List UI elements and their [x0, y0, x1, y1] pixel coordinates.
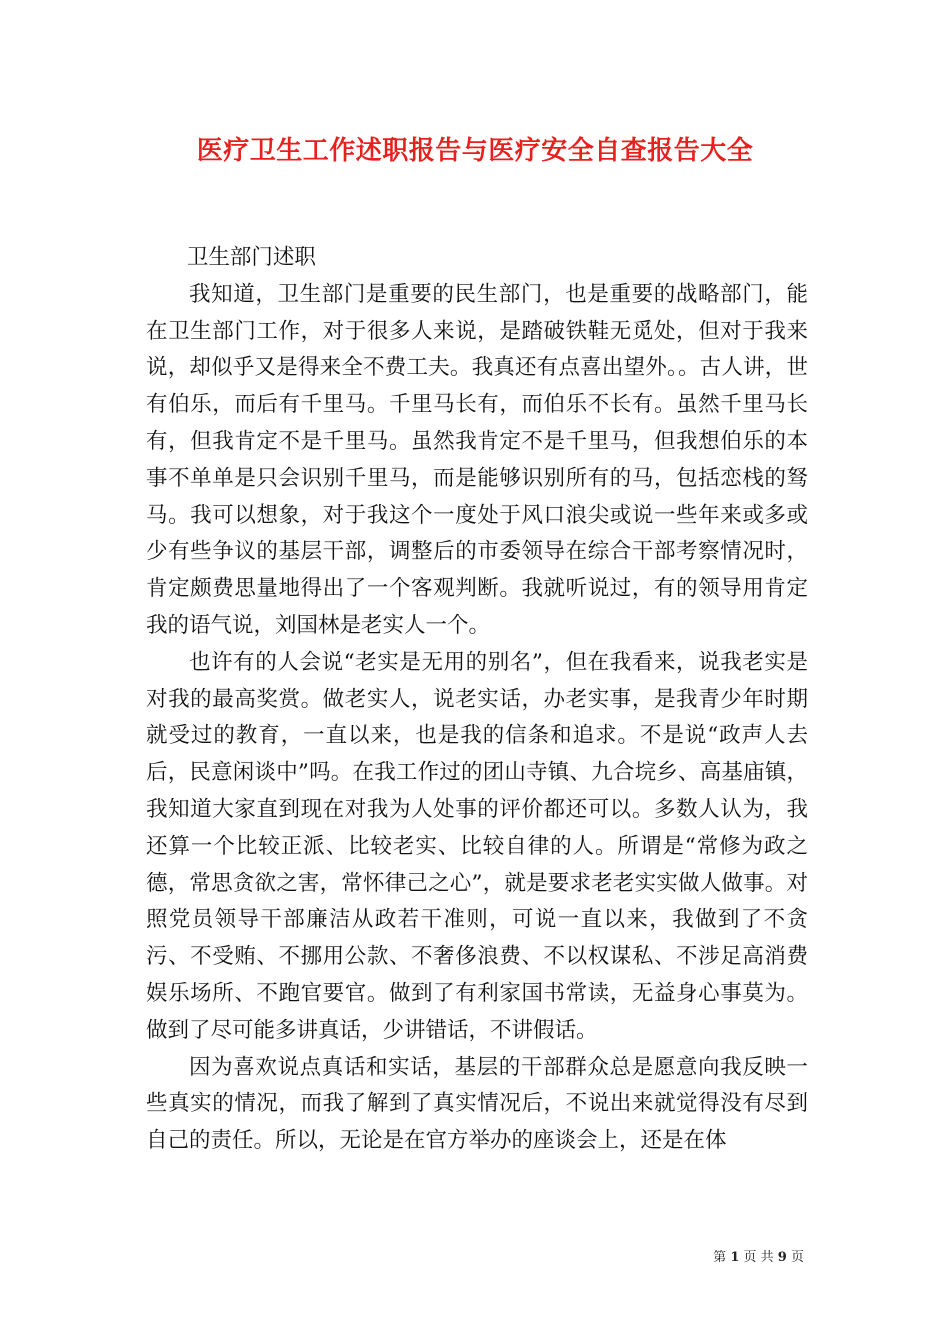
- paragraph-2: 也许有的人会说“老实是无用的别名”，但在我看来，说我老实是对我的最高奖赏。做老实人，说老实话，办老实事，是我青少年时期就受过的教育，一直以来，也是我的信条和追求。不是说“政声人去后，民意闲谈中”吗。在我工作过的团山寺镇、九合垸乡、高基庙镇，我知道大家直到现在对我为人处事的评价都还可以。多数人认为，我还算一个比较正派、比较老实、比较自律的人。所谓是“常修为政之德，常思贪欲之害，常怀律己之心”，就是要求老老实实做人做事。对照党员领导干部廉洁从政若干准则，可说一直以来，我做到了不贪污、不受贿、不挪用公款、不奢侈浪费、不以权谋私、不涉足高消费娱乐场所、不跑官要官。做到了有利家国书常读，无益身心事莫为。做到了尽可能多讲真话，少讲错话，不讲假话。: [146, 649, 808, 1043]
- footer-total-pages: 9: [777, 1250, 787, 1265]
- page-number-footer: [713, 1249, 804, 1267]
- footer-current-page: 1: [730, 1250, 740, 1265]
- document-body: [146, 240, 808, 1160]
- footer-prefix: 第: [713, 1250, 727, 1265]
- paragraph-1: 我知道，卫生部门是重要的民生部门，也是重要的战略部门，能在卫生部门工作，对于很多人来说，是踏破铁鞋无觅处，但对于我来说，却似乎又是得来全不费工夫。我真还有点喜出望外。。古人讲，世有伯乐，而后有千里马。千里马长有，而伯乐不长有。虽然千里马长有，但我肯定不是千里马。虽然我肯定不是千里马，但我想伯乐的本事不单单是只会识别千里马，而是能够识别所有的马，包括恋栈的驽马。我可以想象，对于我这个一度处于风口浪尖或说一些年来或多或少有些争议的基层干部，调整后的市委领导在综合干部考察情况时，肯定颇费思量地得出了一个客观判断。我就听说过，有的领导用肯定我的语气说，刘国林是老实人一个。: [146, 281, 808, 638]
- document-title: 医疗卫生工作述职报告与医疗安全自查报告大全: [196, 136, 754, 166]
- footer-middle: 页 共: [743, 1250, 774, 1265]
- section-heading: 卫生部门述职: [186, 245, 316, 270]
- footer-suffix: 页: [790, 1250, 804, 1265]
- paragraph-3: 因为喜欢说点真话和实话，基层的干部群众总是愿意向我反映一些真实的情况，而我了解到了真实情况后，不说出来就觉得没有尽到自己的责任。所以，无论是在官方举办的座谈会上，还是在体: [146, 1054, 808, 1154]
